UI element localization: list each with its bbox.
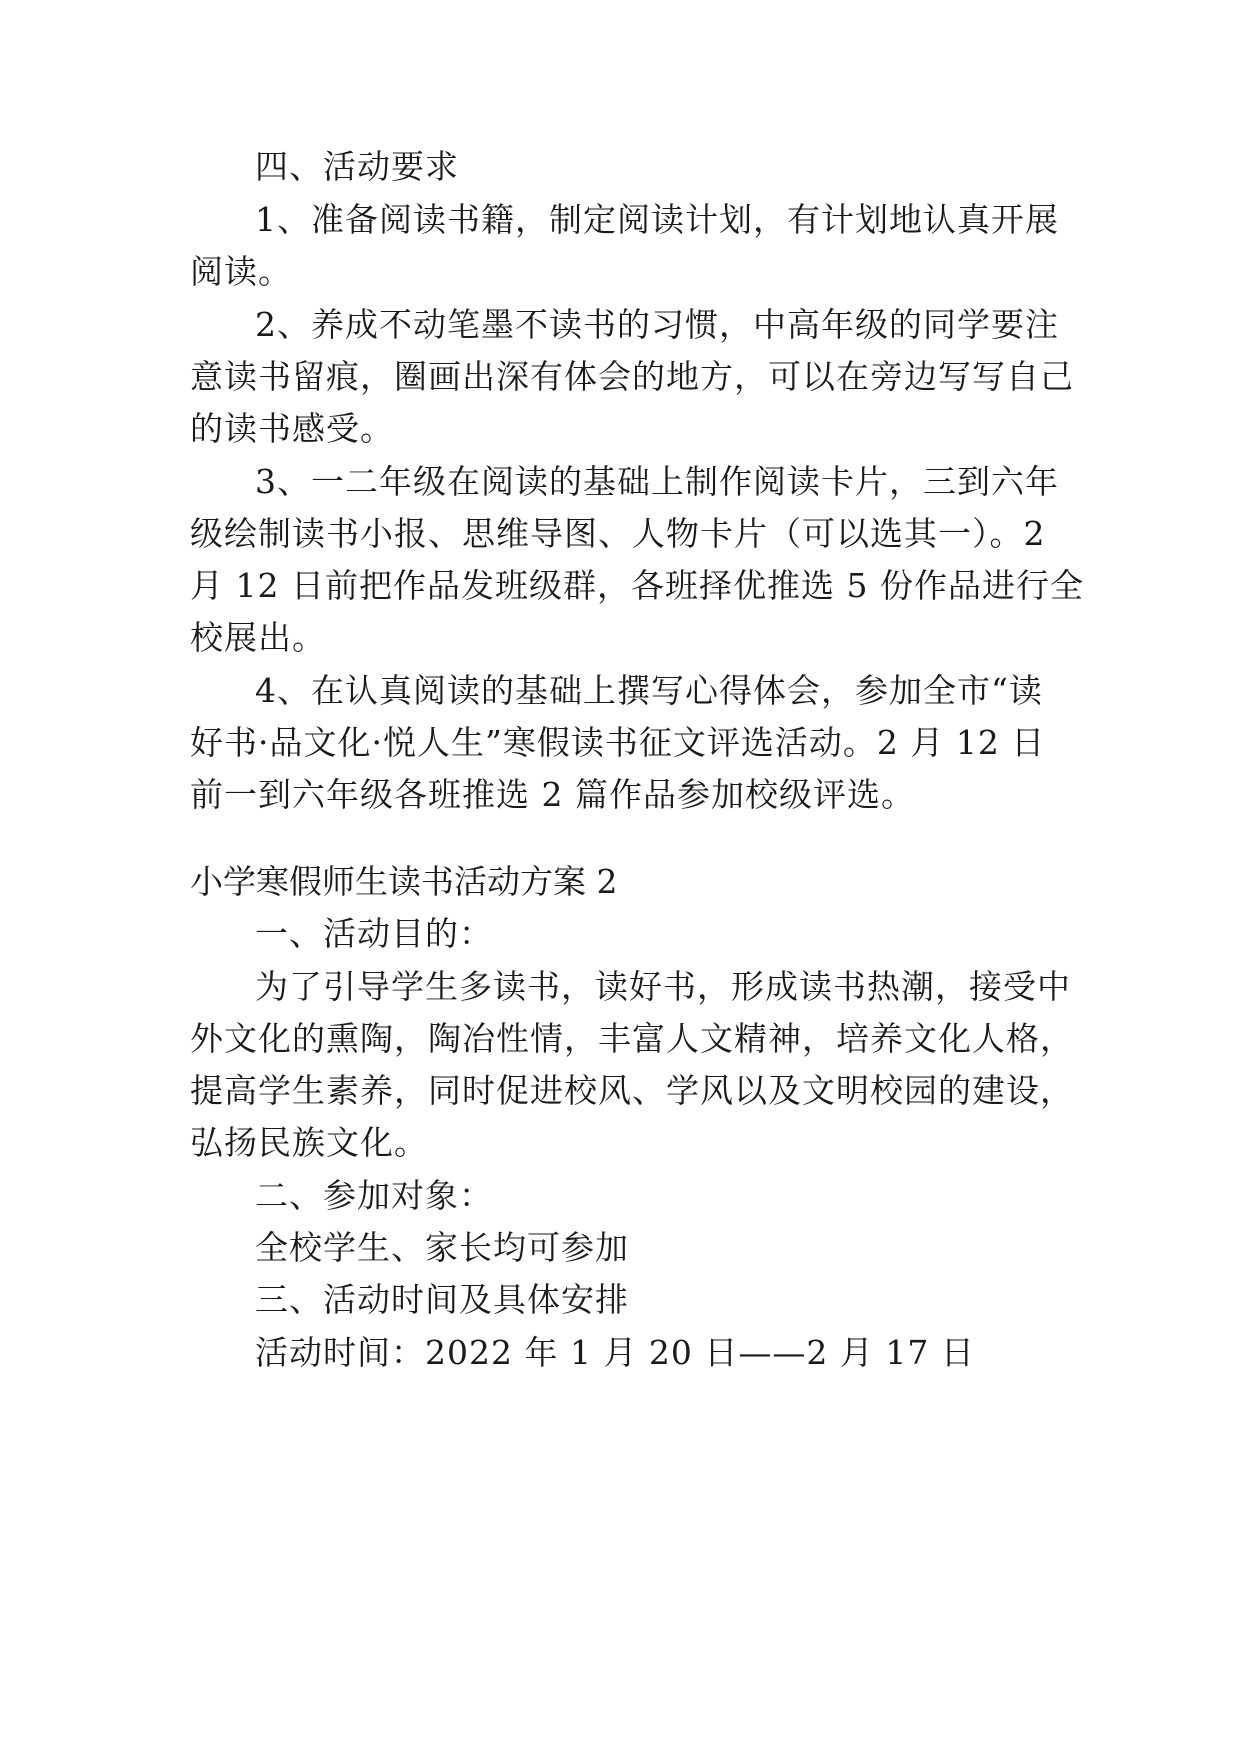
paragraph-line: 全校学生、家长均可参加: [255, 1228, 629, 1267]
section-heading-requirements: 四、活动要求: [255, 147, 459, 186]
paragraph-line: 2、养成不动笔墨不读书的习惯，中高年级的同学要注: [255, 305, 1059, 344]
paragraph-line: 好书·品文化·悦人生”寒假读书征文评选活动。2 月 12 日: [190, 723, 1046, 762]
paragraph-line: 1、准备阅读书籍，制定阅读计划，有计划地认真开展: [255, 200, 1059, 239]
section-heading-purpose: 一、活动目的：: [255, 914, 493, 953]
paragraph-line: 月 12 日前把作品发班级群，各班择优推选 5 份作品进行全: [190, 566, 1084, 605]
paragraph-line: 为了引导学生多读书，读好书，形成读书热潮，接受中: [255, 967, 1071, 1006]
paragraph-line: 意读书留痕，圈画出深有体会的地方，可以在旁边写写自己: [190, 357, 1074, 396]
paragraph-line: 校展出。: [190, 618, 326, 657]
paragraph-line: 4、在认真阅读的基础上撰写心得体会，参加全市“读: [255, 671, 1043, 710]
paragraph-line: 提高学生素养，同时促进校风、学风以及文明校园的建设，: [190, 1071, 1074, 1110]
paragraph-line: 外文化的熏陶，陶冶性情，丰富人文精神，培养文化人格，: [190, 1019, 1074, 1058]
paragraph-line: 的读书感受。: [190, 409, 394, 448]
paragraph-line: 级绘制读书小报、思维导图、人物卡片（可以选其一）。2: [190, 514, 1046, 553]
section-heading-participants: 二、参加对象：: [255, 1176, 493, 1215]
section-heading-schedule: 三、活动时间及具体安排: [255, 1280, 629, 1319]
paragraph-line: 前一到六年级各班推选 2 篇作品参加校级评选。: [190, 775, 915, 814]
paragraph-line: 3、一二年级在阅读的基础上制作阅读卡片，三到六年: [255, 462, 1059, 501]
paragraph-line: 阅读。: [190, 252, 292, 291]
paragraph-line: 弘扬民族文化。: [190, 1123, 428, 1162]
document-title: 小学寒假师生读书活动方案 2: [190, 862, 618, 901]
activity-time-line: 活动时间：2022 年 1 月 20 日——2 月 17 日: [255, 1333, 975, 1372]
